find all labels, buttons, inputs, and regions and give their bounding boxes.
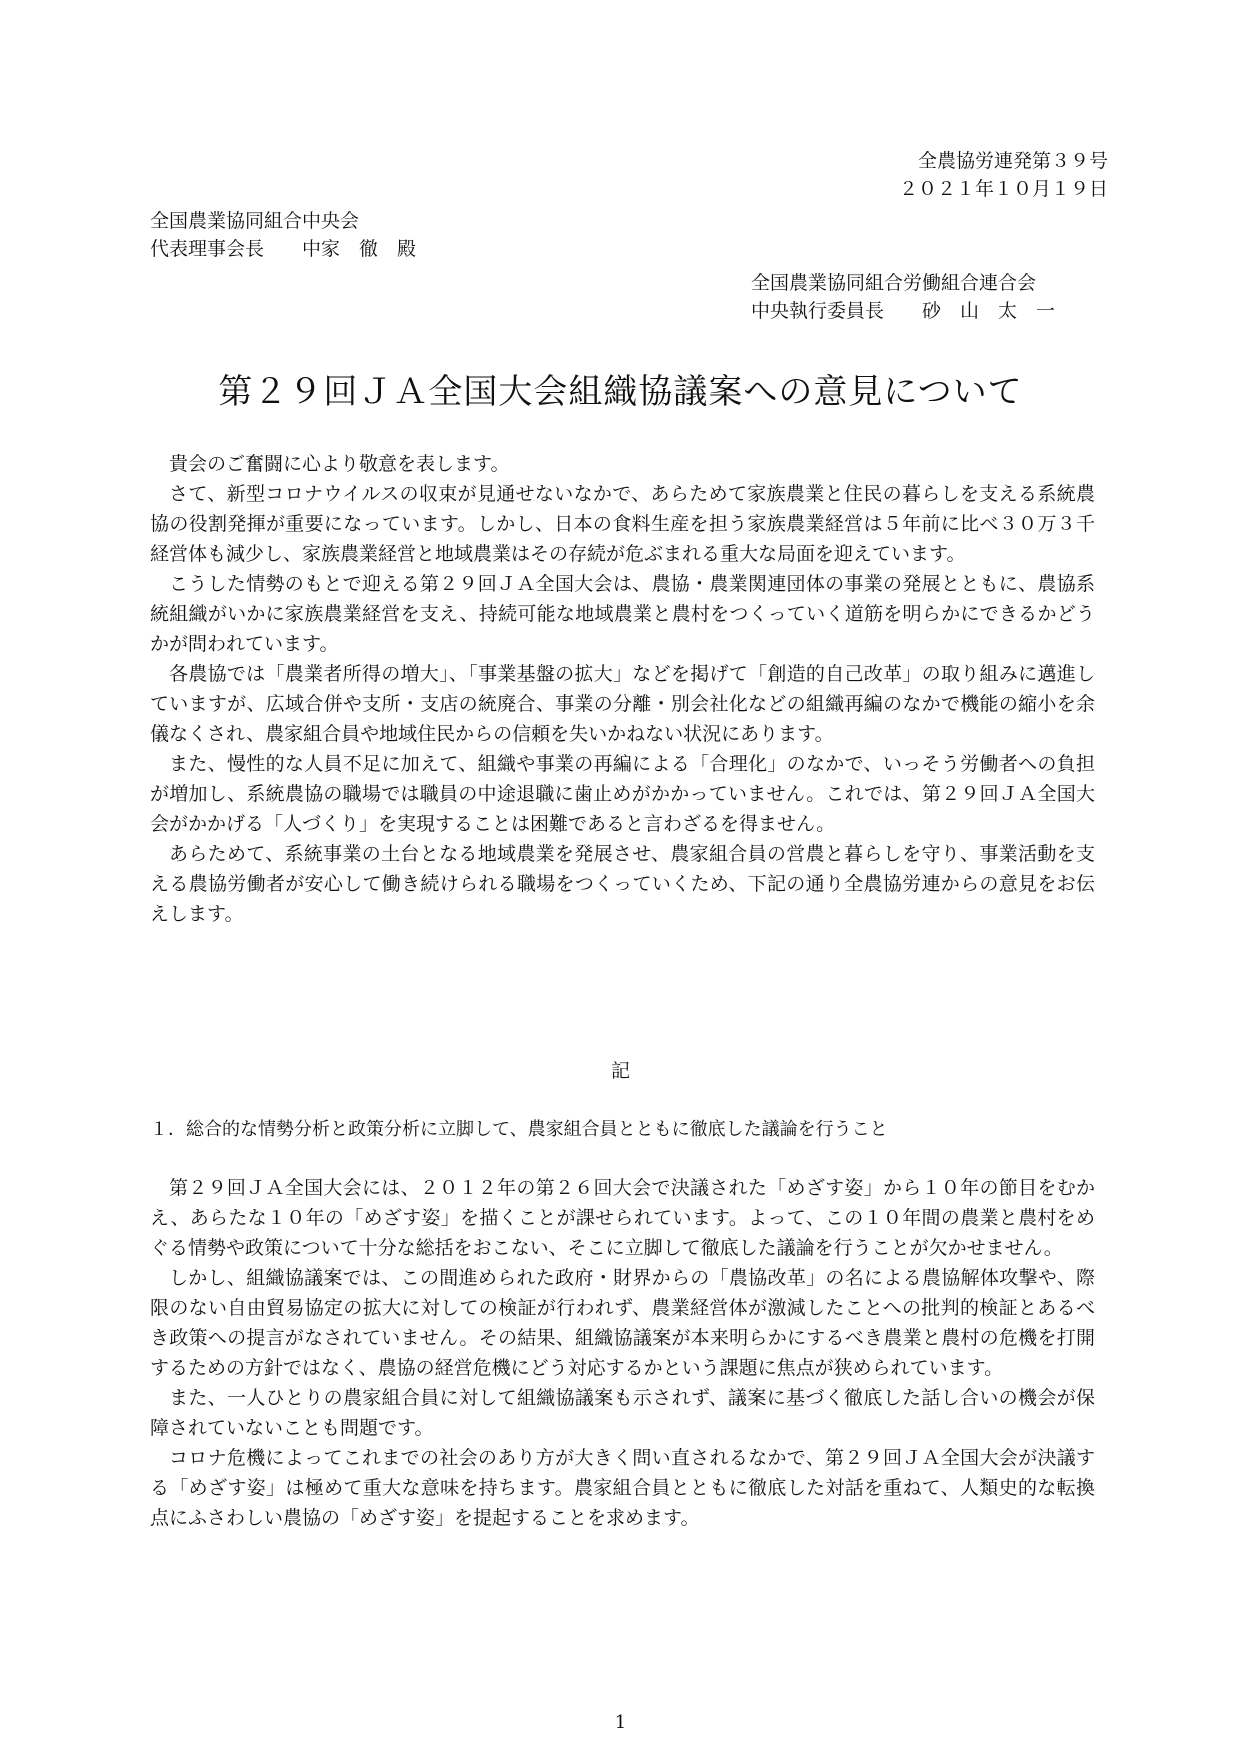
sender-organization: 全国農業協同組合労働組合連合会 xyxy=(751,272,1037,294)
intro-paragraph: あらためて、系統事業の土台となる地域農業を発展させ、農家組合員の営農と暮らしを守り、事業活動を支える農協労働者が安心して働き続けられる職場をつくっていくため、下記の通り全農協労連からの意見をお伝えします。 xyxy=(150,843,1095,925)
recipient-organization: 全国農業協同組合中央会 xyxy=(150,210,360,232)
section-1-paragraph: 第２９回ＪＡ全国大会には、２０１２年の第２６回大会で決議された「めざす姿」から１０年の節目をむかえ、あらたな１０年の「めざす姿」を描くことが課せられています。よって、この１０年間の農業と農村をめぐる情勢や政策について十分な総括をおこない、そこに立脚して徹底した議論を行うことが欠かせません。 xyxy=(150,1177,1095,1259)
intro-paragraph: 貴会のご奮闘に心より敬意を表します。 xyxy=(169,453,510,475)
intro-body xyxy=(150,449,1095,929)
section-1-paragraph: また、一人ひとりの農家組合員に対して組織協議案も示されず、議案に基づく徹底した話し合いの機会が保障されていないことも問題です。 xyxy=(150,1387,1095,1439)
document-number: 全農協労連発第３９号 xyxy=(917,150,1108,172)
section-1-body xyxy=(150,1173,1095,1533)
intro-paragraph: こうした情勢のもとで迎える第２９回ＪＡ全国大会は、農協・農業関連団体の事業の発展とともに、農協系統組織がいかに家族農業経営を支え、持続可能な地域農業と農村をつくっていく道筋を明らかにできるかどうかが問われています。 xyxy=(150,573,1095,655)
section-1-heading: １．総合的な情勢分析と政策分析に立脚して、農家組合員とともに徹底した議論を行うこと xyxy=(150,1119,888,1140)
document-date: ２０２１年１０月１９日 xyxy=(898,178,1108,200)
section-1-paragraph: しかし、組織協議案では、この間進められた政府・財界からの「農協改革」の名による農協解体攻撃や、際限のない自由貿易協定の拡大に対しての検証が行われず、農業経営体が激減したことへの批判的検証とあるべき政策への提言がなされていません。その結果、組織協議案が本来明らかにするべき農業と農村の危機を打開するための方針ではなく、農協の経営危機にどう対応するかという課題に焦点が狭められています。 xyxy=(150,1267,1095,1379)
sender-person: 中央執行委員長 砂 山 太 一 xyxy=(751,300,1056,322)
intro-paragraph: 各農協では「農業者所得の増大」、「事業基盤の拡大」などを掲げて「創造的自己改革」の取り組みに邁進していますが、広域合併や支所・支店の統廃合、事業の分離・別会社化などの組織再編のなかで機能の縮小を余儀なくされ、農家組合員や地域住民からの信頼を失いかねない状況にあります。 xyxy=(150,663,1095,745)
page-number: 1 xyxy=(614,1712,627,1733)
intro-paragraph: また、慢性的な人員不足に加えて、組織や事業の再編による「合理化」のなかで、いっそう労働者への負担が増加し、系統農協の職場では職員の中途退職に歯止めがかかっていません。これでは、第２９回ＪＡ全国大会がかかげる「人づくり」を実現することは困難であると言わざるを得ません。 xyxy=(150,753,1095,835)
recipient-person: 代表理事会長 中家 徹 殿 xyxy=(150,238,417,260)
document-title: 第２９回ＪＡ全国大会組織協議案への意見について xyxy=(218,372,1023,412)
section-1-paragraph: コロナ危機によってこれまでの社会のあり方が大きく問い直されるなかで、第２９回ＪＡ全国大会が決議する「めざす姿」は極めて重大な意味を持ちます。農家組合員とともに徹底した対話を重ねて、人類史的な転換点にふさわしい農協の「めざす姿」を提起することを求めます。 xyxy=(150,1447,1095,1529)
intro-paragraph: さて、新型コロナウイルスの収束が見通せないなかで、あらためて家族農業と住民の暮らしを支える系統農協の役割発揮が重要になっています。しかし、日本の食料生産を担う家族農業経営は５年前に比べ３０万３千経営体も減少し、家族農業経営と地域農業はその存続が危ぶまれる重大な局面を迎えています。 xyxy=(150,483,1095,565)
ki-marker: 記 xyxy=(610,1060,630,1082)
